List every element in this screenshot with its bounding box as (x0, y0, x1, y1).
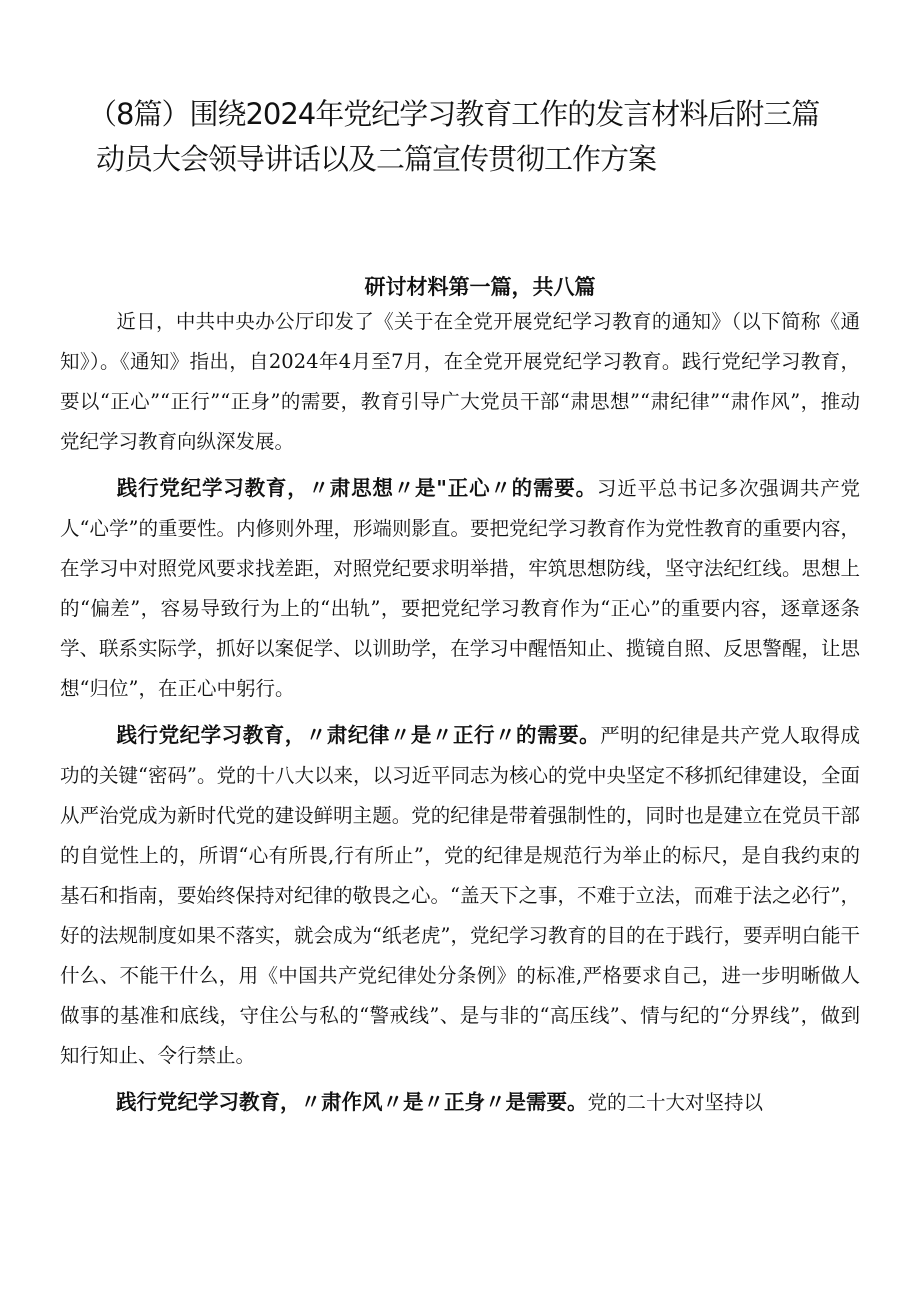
paragraph-body: 严明的纪律是共产党人取得成功的关键“密码”。党的十八大以来，以习近平同志为核心的党中央坚定不移抓纪律建设，全面从严治党成为新时代党的建设鲜明主题。党的纪律是带着强制性的，同时也是建立在党员干部的自觉性上的，所谓“心有所畏,行有所止”，党的纪律是规范行为举止的标尺，是自我约束的基石和指南，要始终保持对纪律的敬畏之心。“盖天下之事，不难于立法，而难于法之必行”，好的法规制度如果不落实，就会成为“纸老虎”，党纪学习教育的目的在于践行，要弄明白能干什么、不能干什么，用《中国共产党纪律处分条例》的标准,严格要求自己，进一步明晰做人做事的基准和底线，守住公与私的“警戒线”、是与非的“高压线”、情与纪的“分界线”，做到知行知止、令行禁止。 (60, 724, 860, 1067)
document-title-line-1: （8篇）围绕2024年党纪学习教育工作的发言材料后附三篇 (88, 97, 820, 131)
intro-paragraph-text: 近日，中共中央办公厅印发了《关于在全党开展党纪学习教育的通知》（以下简称《通知》）。《通知》指出，自2024年4月至7月，在全党开展党纪学习教育。践行党纪学习教育，要以“正心”“正行”“正身”的需要，教育引导广大党员干部“肃思想”“肃纪律”“肃作风”，推动党纪学习教育向纵深发展。 (60, 310, 860, 453)
paragraph-correct-self (60, 1082, 860, 1123)
paragraph-lead: 践行党纪学习教育，〃肃纪律〃是〃正行〃的需要。 (116, 723, 601, 747)
intro-paragraph (60, 302, 860, 462)
section-heading: 研讨材料第一篇，共八篇 (364, 275, 596, 299)
paragraph-lead: 践行党纪学习教育，〃肃思想〃是"正心〃的需要。 (116, 476, 597, 500)
paragraph-correct-conduct (60, 715, 860, 1076)
paragraph-correct-mind (60, 468, 860, 709)
paragraph-lead: 践行党纪学习教育，〃肃作风〃是〃正身〃是需要。 (116, 1090, 588, 1114)
paragraph-body: 习近平总书记多次强调共产党人“心学”的重要性。内修则外理，形端则影直。要把党纪学习教育作为党性教育的重要内容，在学习中对照党风要求找差距，对照党纪要求明举措，牢筑思想防线，坚守法纪红线。思想上的“偏差”，容易导致行为上的“出轨”，要把党纪学习教育作为“正心”的重要内容，逐章逐条学、联系实际学，抓好以案促学、以训助学，在学习中醒悟知止、揽镜自照、反思警醒，让思想“归位”，在正心中躬行。 (60, 477, 860, 700)
document-title-line-2: 动员大会领导讲话以及二篇宣传贯彻工作方案 (96, 142, 657, 176)
document-title (60, 92, 860, 182)
paragraph-body: 党的二十大对坚持以 (587, 1091, 764, 1114)
